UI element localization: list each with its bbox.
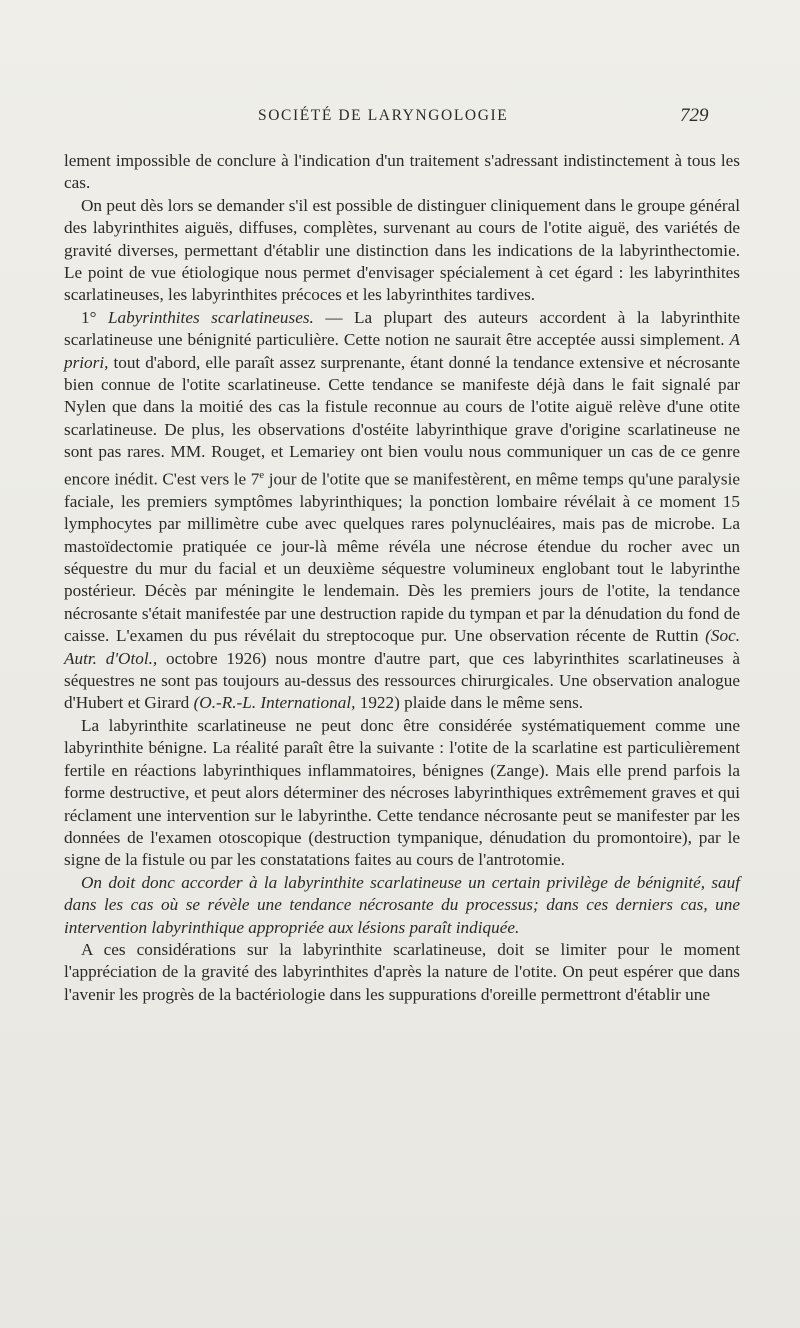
text-run: La labyrinthite scarlatineuse ne peut donc être considérée systématiquement comme une labyrinthite bénigne. La réalité paraît être la suivante : l'otite de la scarlatine est particulièrement fertile en réactions labyrinthiques inflammatoires, bénignes (Zange). Mais elle prend parfois la forme destructive, et peut alors déterminer des nécroses labyrinthiques extrêmement graves et qui réclament une intervention sur le labyrinthe. Cette tendance nécrosante peut se manifester par les données de l'examen otoscopique (destruction tympanique, dénudation du promontoire), par le signe de la fistule ou par les constatations faites au cours de l'antrotomie. <box>64 715 740 870</box>
text-run: octobre 1926) nous montre d'autre part, que ces labyrinthites scarlatineuses à séquestres ne sont pas toujours au-dessus des ressources chirurgicales. Une observation analogue d'Hubert et Girard <box>64 648 740 713</box>
paragraph-continuation <box>64 150 740 195</box>
page-number: 729 <box>680 105 709 126</box>
italic-text: (Soc. Autr. d'Otol., <box>64 626 740 668</box>
text-run: On peut dès lors se demander s'il est possible de distinguer cliniquement dans le groupe général des labyrinthites aiguës, diffuses, complètes, survenant au cours de l'otite aiguë, des variétés de gravité diverses, permettant d'établir une distinction dans les indications de la labyrinthectomie. Le point de vue étiologique nous permet d'envisager spécialement à cet égard : les labyrinthites scarlatineuses, les labyrinthites précoces et les labyrinthites tardives. <box>64 195 740 305</box>
paragraph-introduction <box>64 195 740 307</box>
text-run: lement impossible de conclure à l'indication d'un traitement s'adressant indistinctement à tous les cas. <box>64 151 740 193</box>
running-head <box>0 107 800 133</box>
paragraph-scarlatine-discussion <box>64 715 740 872</box>
italic-text: A priori, <box>64 330 740 372</box>
paragraph-final <box>64 939 740 1006</box>
paragraph-scarlatine-section <box>64 307 740 715</box>
text-run: jour de l'otite que se manifestèrent, en même temps qu'une paralysie faciale, les premiers symptômes labyrinthiques; la ponction lombaire révélait à ce moment 15 lymphocytes par millimètre cube avec quelques rares polynucléaires, mais pas de microbe. La mastoïdectomie pratiquée ce jour-là même révéla une nécrose étendue du rocher avec un séquestre du mur du facial et un deuxième séquestre volumineux englobant tout le labyrinthe postérieur. Décès par méningite le lendemain. Dès les premiers jours de l'otite, la tendance nécrosante s'était manifestée par une destruction rapide du tympan et par la dénudation du fond de caisse. L'examen du pus révélait du streptocoque pur. Une observation récente de Ruttin <box>64 469 740 646</box>
superscript: e <box>259 468 265 481</box>
paragraph-conclusion <box>64 872 740 939</box>
running-title: SOCIÉTÉ DE LARYNGOLOGIE <box>258 107 509 124</box>
italic-text: (O.-R.-L. International, <box>193 693 356 713</box>
text-run: tout d'abord, elle paraît assez surprenante, étant donné la tendance extensive et nécrosante bien connue de l'otite scarlatineuse. Cette tendance se manifeste déjà dans le fait signalé par Nylen que dans la moitié des cas la fistule reconnue au cours de l'otite aiguë relève d'une otite scarlatineuse. De plus, les observations d'ostéite labyrinthique grave d'origine scarlatineuse ne sont pas rares. MM. Rouget, et Lemariey ont bien voulu nous communiquer un cas de ce genre encore inédit. C'est vers le 7 <box>64 352 740 489</box>
body-text <box>64 150 740 1006</box>
text-run: 1922) plaide dans le même sens. <box>355 693 584 713</box>
text-run: 1° <box>81 307 108 327</box>
italic-text: Labyrinthites scarlatineuses. <box>107 307 314 327</box>
italic-text: On doit donc accorder à la labyrinthite scarlatineuse un certain privilège de bénignité, sauf dans les cas où se révèle une tendance nécrosante du processus; dans ces derniers cas, une intervention labyrinthique appropriée aux lésions paraît indiquée. <box>64 872 740 937</box>
text-run: A ces considérations sur la labyrinthite scarlatineuse, doit se limiter pour le moment l'appréciation de la gravité des labyrinthites d'après la nature de l'otite. On peut espérer que dans l'avenir les progrès de la bactériologie dans les suppurations d'oreille permettront d'établir une <box>64 939 740 1004</box>
text-run: — La plupart des auteurs accordent à la labyrinthite scarlatineuse une bénignité particulière. Cette notion ne saurait être acceptée aussi simplement. <box>64 307 741 350</box>
